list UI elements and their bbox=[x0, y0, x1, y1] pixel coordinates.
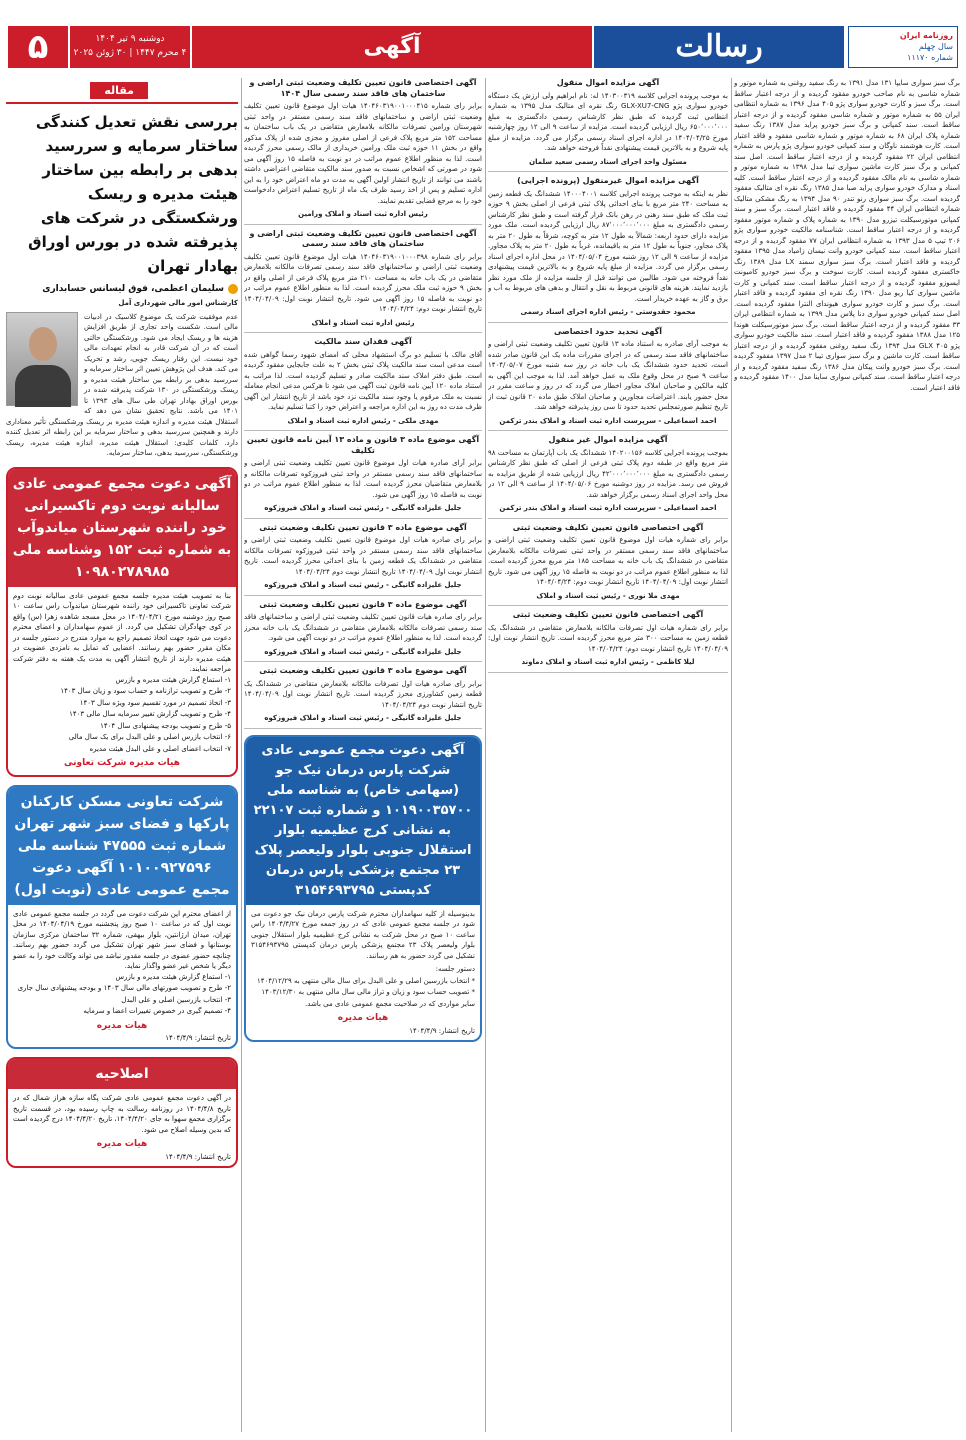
notice bbox=[244, 337, 482, 431]
author-icon bbox=[228, 284, 238, 294]
notice-title: آگهی موضوع ماده ۳ قانون تعیین تکلیف وضعیت ثبتی bbox=[259, 666, 467, 675]
notice-title: آگهی اختصاصی قانون تعیین تکلیف وضعیت ثبتی bbox=[512, 522, 704, 532]
agenda-item: ۱- استماع گزارش هیئت مدیره و بازرس bbox=[115, 972, 231, 981]
ad-text: از اعضای محترم این شرکت دعوت می گردد در جلسه مجمع عمومی عادی نوبت اول که در ساعت ۱۰ صبح روز پنجشنبه مورخ ۱۴۰۴/۰۴/۱۹ در محل تهران، میدان ارژانتین، بلوار بیهقی، شماره ۳۲ ساختمان مرکزی سازمان بوستانها و فضای سبز شهر تهران تشکیل می گردد حضور بهم رسانند. چنانچه حضور عضوی در جلسه مقدور نباشد می تواند وکالت خود را به عضو دیگر یا شخص غیر عضو واگذار نماید. bbox=[13, 909, 231, 970]
notice-signature: جلیل علیزاده گانیگی - رئیس ثبت اسناد و املاک فیروزکوه bbox=[264, 647, 462, 656]
agenda-item: ۴- تصمیم گیری در خصوص تغییرات اعضا و سرمایه bbox=[83, 1007, 231, 1015]
article-title: بررسی نقش تعدیل کنندگی ساختار سرمایه و سررسید بدهی بر رابطه بین ساختار هیئت مدیره و ریسک ورشکستگی در شرکت های پذیرفته شده در بورس اوراق بهادار تهران bbox=[28, 113, 238, 275]
photo-head bbox=[29, 327, 57, 361]
notice bbox=[488, 610, 728, 673]
notice-text: به موجب پرونده اجرایی کلاسه ۱۴۰۳۰۰۳۱۹ له: نام ابراهیم ولی ارزش یک دستگاه خودرو سواری پژو GLX-XU7-CNG رنگ نقره ای متالیک مدل ۱۳۹۵ به شماره انتظامی ثبت گردیده که طبق نظر کارشناس رسمی دادگستری به مبلغ ۶۵۰٬۰۰۰٬۰۰۰ ریال ارزیابی گردیده است. مزایده از ساعت ۹ الی ۱۲ روز چهارشنبه مورخ ۱۴۰۴/۰۴/۲۵ در اداره اجرای اسناد رسمی برگزار می گردد. مزایده از مبلغ پایه شروع و به بالاترین قیمت پیشنهادی نقداً فروخته خواهد شد. bbox=[488, 91, 728, 152]
ad-agenda bbox=[13, 675, 231, 755]
author-photo bbox=[6, 312, 78, 406]
article-label: مقاله bbox=[90, 82, 148, 99]
agenda-item: ۲- طرح و تصویب ترازنامه و حساب سود و زیان سال ۱۴۰۳ bbox=[60, 687, 231, 695]
notice-title: آگهی موضوع ماده ۳ قانون تعیین تکلیف وضعیت ثبتی bbox=[259, 522, 467, 532]
ad-housing-cooperative bbox=[6, 785, 238, 1050]
agenda-item: ۷- انتخاب اعضای اصلی و علی البدل هیئت مدیره bbox=[89, 744, 231, 753]
notice-signature: مهدی ملکی - رئیس اداره ثبت اسناد و املاک bbox=[287, 416, 439, 425]
notice-signature: محمود حقدوستی - رئیس اداره اجرای اسناد رسمی bbox=[520, 308, 696, 316]
notice-title: آگهی اختصاصی قانون تعیین تکلیف وضعیت ثبتی اراضی و ساختمان های فاقد سند رسمی سال ۱۴۰۴ bbox=[249, 78, 477, 98]
ad-headline: آگهی دعوت مجمع عمومی عادی شرکت پارس درمان نیک جو (سهامی خاص) به شناسه ملی ۱۰۱۹۰۰۳۵۷۰۰ و شماره ثبت ۲۲۱۰۷ به نشانی کرج عظیمیه بلوار استقلال جنوبی بلوار ولیعصر پلاک ۲۳ مجتمع پزشکی پارس درمان کدپستی ۳۱۵۴۶۹۳۷۹۵ bbox=[246, 737, 480, 905]
notice-title: آگهی موضوع ماده ۳ قانون تعیین تکلیف وضعیت ثبتی bbox=[259, 599, 467, 609]
notice bbox=[244, 523, 482, 596]
notice-text: برابر رای شماره هیات اول موضوع قانون تعیین تکلیف وضعیت ثبتی اراضی و ساختمانهای فاقد سند رسمی مستقر در واحد ثبتی تصرفات مالکانه بلامعارض متقاضی در ششدانگ یک باب خانه به مساحت ۱۸۵ متر مربع محرز گردیده است. لذا به منظور اطلاع عموم مراتب در دو نوبت به فاصله ۱۵ روز آگهی می شود. تاریخ انتشار نوبت اول: ۱۴۰۴/۰۴/۰۹ تاریخ انتشار نوبت دوم: ۱۴۰۴/۰۴/۲۴ bbox=[488, 536, 728, 586]
ad-agenda bbox=[251, 964, 475, 1009]
notice bbox=[244, 229, 482, 334]
agenda-item: ۳- انتخاب بازرسین اصلی و علی البدل bbox=[121, 995, 231, 1004]
notice-signature: رئیس اداره ثبت اسناد و املاک ورامین bbox=[298, 210, 428, 218]
ad-headline: آگهی دعوت مجمع عمومی عادی سالیانه نوبت دوم تاکسیرانی خود راننده شهرستان میاندوآب به شماره ثبت ۱۵۲ وشناسه ملی ۱۰۹۸۰۲۷۸۹۸۵ bbox=[8, 469, 236, 587]
notice-text: آقای مالک با تسلیم دو برگ استشهاد محلی که امضای شهود رسما گواهی شده است مدعی است سند مالکیت پلاک ثبتی بخش ۲ به علت جابجایی مفقود گردیده است. طبق دفتر املاک سند مالکیت صادر و تسلیم گردیده است. لذا مراتب به استناد ماده ۱۲۰ آیین نامه قانون ثبت آگهی می شود تا هرکس مدعی انجام معامله نسبت به ملک مرقوم یا وجود سند مالکیت نزد خود باشد از تاریخ انتشار این آگهی ظرف مدت ده روز به این اداره مراجعه و اعتراض خود را کتبا تسلیم نماید. bbox=[244, 350, 482, 411]
masthead bbox=[8, 26, 958, 68]
notice-title: آگهی اختصاصی قانون تعیین تکلیف وضعیت ثبتی اراضی و ساختمان های فاقد سند رسمی bbox=[249, 228, 477, 248]
right-column-lost-documents bbox=[734, 78, 960, 1432]
notice-text: بموجب پرونده اجرایی کلاسه ۱۴۰۲۰۰۱۵۶ ششدانگ یک باب آپارتمان به مساحت ۹۸ متر مربع واقع در طبقه دوم پلاک ثبتی فرعی از اصلی که طبق نظر کارشناس رسمی دادگستری به مبلغ ۴۲٬۰۰۰٬۰۰۰٬۰۰۰ ریال ارزیابی شده از طریق مزایده به فروش می رسد. مزایده در روز دوشنبه مورخ ۱۴۰۴/۰۵/۰۶ از ساعت ۹ الی ۱۲ در محل واحد اجرای اسناد رسمی برگزار خواهد شد. bbox=[488, 448, 728, 499]
notice-text: برابر رای شماره ۱۴۰۴۶۰۳۱۹۰۰۱۰۰۰۳۹۸ هیات اول موضوع قانون تعیین تکلیف وضعیت ثبتی اراضی و ساختمانهای فاقد سند رسمی تصرفات مالکانه بلامعارض متقاضی در یک باب خانه به مساحت ۲۱۰ متر مربع پلاک فرعی از اصلی واقع در بخش ۹ حوزه ثبت ملک محرز گردیده است. لذا به منظور اطلاع عموم مراتب در دو نوبت به فاصله ۱۵ روز آگهی می شود. تاریخ انتشار نوبت اول: ۱۴۰۴/۰۴/۰۹ تاریخ انتشار نوبت دوم: ۱۴۰۴/۰۴/۲۴ bbox=[244, 252, 482, 313]
agenda-item: سایر مواردی که در صلاحیت مجمع عمومی عادی می باشد. bbox=[305, 999, 475, 1008]
author-position: کارشناس امور مالی شهرداری آمل bbox=[118, 299, 238, 307]
ad-text: بدینوسیله از کلیه سهامداران محترم شرکت پارس درمان نیک جو دعوت می شود در جلسه مجمع عمومی عادی که در روز جمعه مورخ ۱۴۰۴/۴/۲۷ راس ساعت ۱۰ صبح در محل شرکت به نشانی کرج عظیمیه بلوار استقلال جنوبی بلوار ولیعصر پلاک ۲۳ مجتمع پزشکی پارس درمان کدپستی ۳۱۵۴۶۹۳۷۹۵ تشکیل می گردد حضور به هم رسانند. bbox=[251, 909, 475, 960]
ad-body bbox=[8, 1089, 236, 1166]
notice-signature: احمد اسماعیلی - سرپرست اداره ثبت اسناد و املاک بندر ترکمن bbox=[499, 504, 717, 512]
notice-signature: مسئول واحد اجرای اسناد رسمی سعید سلمان bbox=[529, 157, 687, 166]
agenda-item: ۶- انتخاب بازرس اصلی و علی البدل برای یک سال مالی bbox=[68, 733, 231, 741]
agenda-item: * انتخاب بازرسین اصلی و علی البدل برای سال مالی منتهی به ۱۴۰۴/۱۲/۲۹ bbox=[257, 976, 475, 985]
agenda-item: ۵- طرح و تصویب بودجه پیشنهادی سال ۱۴۰۴ bbox=[100, 721, 231, 730]
notice-text: برابر رای صادره هیات قانون تعیین تکلیف وضعیت ثبتی اراضی و ساختمانهای فاقد سند رسمی تصرفات مالکانه بلامعارض متقاضی در ششدانگ یک باب خانه محرز گردیده است. لذا به منظور اطلاع عموم مراتب در دو نوبت آگهی می شود. bbox=[244, 613, 482, 642]
issue-number: شماره ۱۱۱۷۰ bbox=[907, 53, 953, 62]
volume-year: سال چهلم bbox=[918, 42, 953, 51]
author-name: سلیمان اعظمی، فوق لیسانس حسابداری bbox=[42, 284, 224, 294]
notice bbox=[244, 78, 482, 225]
notice-signature: جلیل علیزاده گانیگی - رئیس ثبت اسناد و املاک فیروزکوه bbox=[264, 714, 462, 722]
ad-date: تاریخ انتشار: ۱۴۰۴/۴/۹ bbox=[409, 1026, 475, 1035]
notice-title: آگهی مزایده اموال منقول bbox=[556, 78, 660, 87]
ad-body bbox=[246, 905, 480, 1040]
notice-text: برابر رای صادره هیات اول تصرفات مالکانه بلامعارض متقاضی در ششدانگ یک قطعه زمین کشاورزی محرز گردیده است. تاریخ انتشار نوبت اول ۱۴۰۴/۰۴/۰۹ تاریخ انتشار نوبت دوم ۱۴۰۴/۰۴/۲۴ bbox=[244, 679, 482, 709]
notice-signature: مهدی ملا نوری - رئیس ثبت اسناد و املاک bbox=[536, 591, 680, 600]
lost-documents-text: برگ سبز سواری سایپا ۱۳۱ مدل ۱۳۹۱ به رنگ سفید روغنی به شماره موتور و شماره شاسی به نام صاحب خودرو مفقود گردیده و از درجه اعتبار ساقط است. برگ سبز و کارت خودرو سواری پژو ۴۰۵ مدل ۱۳۹۶ به شماره انتظامی ایران ۵۵ به شماره موتور و شماره شاسی مفقود گردیده و از درجه اعتبار ساقط است. سند کمپانی و برگ سبز خودرو پراید مدل ۱۳۸۷ رنگ سفید شماره پلاک ایران ۶۸ به شماره موتور و شماره شاسی مفقود و فاقد اعتبار است. کارت هوشمند ناوگان و سند کمپانی خودرو سواری پژو پارس به شماره انتظامی ایران ۲۲ مفقود گردیده و از درجه اعتبار ساقط است. اصل سند کمپانی و برگ سبز کارت ماشین سواری تیبا مدل ۱۳۹۸ به شماره موتور و شماره شاسی به نام مالک مفقود گردیده و از درجه اعتبار ساقط است. کلیه اسناد و مدارک خودرو سواری پراید صبا مدل ۱۳۸۵ رنگ نقره ای متالیک مفقود گردیده است. برگ سبز سواری رنو تندر ۹۰ مدل ۱۳۹۴ به رنگ مشکی متالیک شماره انتظامی ایران ۴۴ مفقود گردیده و فاقد اعتبار است. برگ سبز و سند کمپانی موتورسیکلت تیزرو مدل ۱۳۹۰ به شماره پلاک و شماره موتور مفقود گردیده و از درجه اعتبار ساقط است. شناسنامه مالکیت خودرو سواری پژو ۲۰۶ تیپ ۵ مدل ۱۳۹۳ به شماره انتظامی ایران ۷۷ مفقود گردیده و از درجه اعتبار ساقط است. سند کمپانی خودرو وانت نیسان زامیاد مدل ۱۳۹۵ مفقود گردیده و فاقد اعتبار است. برگ سبز سواری سمند LX مدل ۱۳۸۹ رنگ خاکستری مفقود گردیده است. کارت سوخت و برگ سبز خودرو کامیونت ایسوزو مفقود گردیده و از درجه اعتبار ساقط است. سند کمپانی و کارت ماشین سواری کیا ریو مدل ۱۳۹۰ رنگ نقره ای مفقود گردیده و فاقد اعتبار است. برگ سبز و کارت خودرو سواری هیوندای النترا مفقود گردیده است. اصل سند کمپانی خودرو سواری دنا پلاس مدل ۱۳۹۹ به شماره انتظامی ایران ۳۳ مفقود گردیده و از درجه اعتبار ساقط است. برگ سبز موتورسیکلت هوندا ۱۲۵ مدل ۱۳۸۸ مفقود گردیده و فاقد اعتبار است. سند مالکیت خودرو سواری پژو ۴۰۵ GLX مدل ۱۳۹۴ رنگ سفید روغنی مفقود گردیده و از درجه اعتبار ساقط است. کارت ماشین و برگ سبز سواری تیبا ۲ مدل ۱۳۹۷ مفقود گردیده است. برگ سبز خودرو وانت پیکان مدل ۱۳۸۶ رنگ سفید مفقود گردیده و از درجه اعتبار ساقط است. سند کمپانی سواری ساینا مدل ۱۴۰۰ مفقود گردیده و فاقد اعتبار است. bbox=[734, 79, 960, 392]
notice-text: برابر رای شماره ۱۴۰۴۶۰۳۱۹۰۰۱۰۰۰۴۱۵ هیات اول موضوع قانون تعیین تکلیف وضعیت ثبتی اراضی و ساختمانهای فاقد سند رسمی مستقر در واحد ثبتی شهرستان ورامین تصرفات مالکانه بلامعارض متقاضی در یک باب ساختمان به مساحت ۱۵۲ متر مربع پلاک فرعی از اصلی مفروز و مجزی شده از پلاک مذکور واقع در بخش ۱۱ حوزه ثبت ملک ورامین خریداری از مالک رسمی محرز گردیده است. لذا به منظور اطلاع عموم مراتب در دو نوبت به فاصله ۱۵ روز آگهی می شود در صورتی که اشخاص نسبت به صدور سند مالکیت متقاضی اعتراضی داشته باشند می توانند از تاریخ انتشار اولین آگهی به مدت دو ماه اعتراض خود را به این اداره تسلیم و پس از اخذ رسید ظرف یک ماه از تاریخ تسلیم اعتراض دادخواست خود را به مرجع قضایی تقدیم نمایند. bbox=[244, 102, 482, 205]
ad-agenda bbox=[13, 972, 231, 1017]
notice-text: برابر رای صادره هیات اول موضوع قانون تعیین تکلیف وضعیت ثبتی اراضی و ساختمانهای فاقد سند رسمی مستقر در واحد ثبتی فیروزکوه تصرفات مالکانه متقاضی در ششدانگ یک قطعه زمین با بنای احداثی محرز گردیده است. تاریخ انتشار نوبت اول ۱۴۰۴/۰۴/۰۹ تاریخ انتشار نوبت دوم ۱۴۰۴/۰۴/۲۴ bbox=[244, 536, 482, 576]
agenda-item: دستور جلسه: bbox=[435, 965, 475, 973]
agenda-item: ۴- طرح و تصویب گزارش تغییر سرمایه سال مالی ۱۴۰۳ bbox=[69, 710, 231, 718]
ad-signature: هیات مدیره bbox=[337, 1013, 389, 1023]
notice bbox=[488, 78, 728, 172]
middle-left-column bbox=[244, 78, 482, 1432]
issue-info bbox=[848, 26, 958, 68]
ad-correction bbox=[6, 1057, 238, 1168]
left-column bbox=[6, 78, 238, 1432]
notice-title: آگهی مزایده اموال غیرمنقول (پرونده اجرایی) bbox=[517, 176, 699, 185]
column-divider bbox=[731, 78, 732, 1432]
notice-signature: جلیل علیزاده گانیگی - رئیس ثبت اسناد و املاک فیروزکوه bbox=[264, 504, 462, 512]
ad-date: تاریخ انتشار: ۱۴۰۴/۴/۹ bbox=[165, 1152, 231, 1161]
notice-title: آگهی موضوع ماده ۳ قانون و ماده ۱۳ آیین نامه قانون تعیین تکلیف bbox=[246, 435, 480, 455]
agenda-item: ۲- طرح و تصویب صورتهای مالی سال ۱۴۰۳ و بودجه پیشنهادی سال جاری bbox=[17, 984, 231, 992]
article-body bbox=[6, 312, 238, 459]
notice-title: آگهی تحدید حدود اختصاصی bbox=[553, 326, 663, 336]
ad-pars-darman bbox=[244, 735, 482, 1042]
date-box bbox=[70, 26, 190, 68]
notice-text: برابر آرای صادره هیات اول موضوع قانون تعیین تکلیف وضعیت ثبتی اراضی و ساختمانهای فاقد سند رسمی مستقر در واحد ثبتی فیروزکوه تصرفات مالکانه و بلامعارض متقاضیان محرز گردیده است. لذا به منظور اطلاع عموم مراتب در دو نوبت به فاصله ۱۵ روز آگهی می شود. bbox=[244, 459, 482, 499]
agenda-item: ۱- استماع گزارش هیئت مدیره و بازرس bbox=[115, 675, 231, 684]
ad-headline: اصلاحیه bbox=[8, 1059, 236, 1089]
newspaper-logo: رسالت bbox=[594, 26, 844, 68]
notice bbox=[244, 435, 482, 519]
notice bbox=[488, 523, 728, 607]
article-text: عدم موفقیت شرکت یک موضوع کلاسیک در ادبیات مالی است. شکست واحد تجاری از طریق افزایش هزینه ها و ریسک ایجاد می شود. ورشکستگی حالتی است که در آن شرکت قادر به انجام تعهدات مالی خود نیست. این رفتار ریسک جویی، رشد و تحریک می کند. هدف این پژوهش تعیین اثر ساختار سرمایه و سررسید بدهی بر رابطه بین ساختار هیئت مدیره و ریسک ورشکستگی در ۱۳۰ شرکت پذیرفته شده در بورس اوراق بهادار تهران طی سال های ۱۳۹۳ تا ۱۴۰۱ می باشد. نتایج تحقیق نشان می دهد که استقلال هیئت مدیره و اندازه هیئت مدیره بر ریسک ورشکستگی تأثیر معناداری دارند و همچنین سررسید بدهی و ساختار سرمایه بر این رابطه اثر تعدیل کننده دارد. کلمات کلیدی: استقلال هیئت مدیره، اندازه هیئت مدیره، ریسک ورشکستگی، سررسید بدهی، ساختار سرمایه. bbox=[6, 312, 238, 457]
notice-text: نظر به اینکه به موجب پرونده اجرایی کلاسه ۱۴۰۰۰۴۰۰۱ ششدانگ یک قطعه زمین به مساحت ۲۴۰ متر مربع با بنای احداثی پلاک ثبتی فرعی از اصلی بخش ۹ حوزه ثبت ملک که طبق سند رهنی در رهن بانک قرار گرفته است و طبق نظر کارشناس رسمی دادگستری به مبلغ ۸۷٬۰۰۰٬۰۰۰٬۰۰۰ ریال ارزیابی گردیده است. ملک مورد مزایده دارای حدود اربعه: شمالاً به طول ۱۲ متر به کوچه، شرقاً به طول ۲۰ متر به پلاک مجاور، جنوباً به طول ۱۲ متر به باقیمانده، غرباً به طول ۲۰ متر به پلاک مجاور. مزایده از ساعت ۹ الی ۱۲ روز شنبه مورخ ۱۴۰۴/۰۵/۰۴ در محل اداره اجرای اسناد رسمی برگزار می گردد. مزایده از مبلغ پایه شروع و به بالاترین قیمت پیشنهادی نقداً فروخته می شود. طالبین می توانند قبل از جلسه مزایده از ملک مورد نظر بازدید نمایند. هزینه های قانونی مربوط به نقل و انتقال و بدهی های مربوط به آب و برق و گاز به عهده خریدار است. bbox=[488, 189, 728, 303]
ad-text: در آگهی دعوت مجمع عمومی عادی شرکت پگاه سازه هراز شمال که در تاریخ ۱۴۰۴/۴/۸ در روزنامه رسالت به چاپ رسیده بود، در قسمت تاریخ برگزاری مجمع سهوا به جای ۱۴۰۴/۴/۲۰، تاریخ ۱۴۰۴/۴/۲۰ درج گردیده است که بدین وسیله اصلاح می شود. bbox=[13, 1094, 232, 1134]
notice-signature: رئیس اداره ثبت اسناد و املاک bbox=[311, 318, 415, 327]
ad-text: بنا به تصویب هیئت مدیره جلسه مجمع عمومی عادی سالیانه نوبت دوم شرکت تعاونی تاکسیرانی خود راننده شهرستان میاندوآب راس ساعت ۱۰ صبح روز دوشنبه مورخ ۱۴۰۴/۰۴/۲۱ در محل مسجد شاهده زهرا (س) واقع در کوی جهادگران تشکیل می گردد. از عموم سهامداران و اعضای محترم دعوت می شود جهت اتخاذ تصمیم راجع به موارد مندرج در دستور جلسه در مکان مقرر حضور بهم رسانند. اعضایی که تمایل به نامزدی عضویت در هیئت مدیره دارند از تاریخ انتشار آگهی به مدت یک هفته به دفتر شرکت مراجعه نمایند. bbox=[13, 591, 231, 673]
page-number: ۵ bbox=[8, 26, 68, 68]
notice bbox=[244, 600, 482, 663]
notice bbox=[488, 327, 728, 432]
section-title: آگهی bbox=[192, 26, 592, 68]
article-label-bar bbox=[6, 78, 238, 104]
ad-signature: هیات مدیره bbox=[96, 1139, 148, 1149]
notice-text: برابر رای شماره هیات اول تصرفات مالکانه بلامعارض متقاضی در ششدانگ یک قطعه زمین به مساحت ۳۰۰ متر مربع محرز گردیده است. تاریخ انتشار نوبت اول: ۱۴۰۴/۰۴/۰۹ تاریخ انتشار نوبت دوم: ۱۴۰۴/۰۴/۲۴ bbox=[488, 623, 728, 653]
paper-name: روزنامه ایران bbox=[899, 31, 953, 40]
notice-signature: احمد اسماعیلی - سرپرست اداره ثبت اسناد و املاک بندر ترکمن bbox=[499, 416, 717, 425]
ad-taxi-cooperative bbox=[6, 467, 238, 777]
ad-date: تاریخ انتشار: ۱۴۰۴/۴/۹ bbox=[165, 1034, 231, 1042]
photo-torso bbox=[15, 365, 71, 407]
ad-signature: هیات مدیره شرکت تعاونی bbox=[64, 758, 180, 768]
notice-signature: لیلا کاظمی - رئیس اداره ثبت اسناد و املاک دماوند bbox=[521, 658, 695, 666]
ad-body bbox=[8, 587, 236, 775]
middle-right-column bbox=[488, 78, 728, 1432]
notice-title: آگهی مزایده اموال غیر منقول bbox=[548, 435, 668, 444]
notice-title: آگهی اختصاصی قانون تعیین تکلیف وضعیت ثبتی bbox=[512, 610, 704, 619]
notice-signature: جلیل علیزاده گانیگی - رئیس ثبت اسناد و املاک فیروزکوه bbox=[264, 581, 462, 589]
column-divider bbox=[485, 78, 486, 1432]
notice-title: آگهی فقدان سند مالکیت bbox=[314, 337, 412, 346]
column-divider bbox=[241, 78, 242, 1432]
date-hijri-gregorian: ۴ محرم ۱۴۴۷ | ۳۰ ژوئن ۲۰۲۵ bbox=[73, 48, 187, 58]
ad-headline: شرکت تعاونی مسکن کارکنان پارکها و فضای سبز شهر تهران شماره ثبت ۴۷۵۵۵ شناسه ملی ۱۰۱۰۰۹۲۷۵۹۶ آگهی دعوت مجمع عمومی عادی (نوبت اول) bbox=[8, 787, 236, 905]
ad-body bbox=[8, 905, 236, 1048]
notice-text: به موجب آرای صادره به استناد ماده ۱۳ قانون تعیین تکلیف وضعیت ثبتی اراضی و ساختمانهای فاقد سند رسمی که در اجرای مقررات ماده یک این قانون صادر شده است، تحدید حدود ششدانگ یک باب خانه در روز سه شنبه مورخ ۱۴۰۴/۰۵/۰۷ ساعت ۹ صبح در محل وقوع ملک به عمل خواهد آمد. لذا به موجب این آگهی به کلیه مالکین و صاحبان املاک مجاور اخطار می گردد که در روز و ساعت مقرر در محل حضور یابند. اعتراضات مجاورین و صاحبان املاک طبق ماده ۲۰ قانون ثبت از تاریخ تنظیم صورتمجلس تحدید حدود تا سی روز پذیرفته خواهد شد. bbox=[488, 340, 728, 411]
agenda-item: * تصویب حساب سود و زیان و تراز مالی سال مالی منتهی به ۱۴۰۳/۱۲/۳۰ bbox=[261, 988, 475, 996]
date-persian: دوشنبه ۹ تیر ۱۴۰۴ bbox=[95, 34, 165, 44]
article-author bbox=[6, 284, 238, 294]
notice bbox=[488, 435, 728, 519]
notice bbox=[244, 666, 482, 729]
agenda-item: ۳- اتخاذ تصمیم در مورد تقسیم سود ویژه سال ۱۴۰۳ bbox=[79, 698, 231, 707]
notice bbox=[488, 176, 728, 323]
ad-signature: هیات مدیره bbox=[96, 1020, 148, 1031]
